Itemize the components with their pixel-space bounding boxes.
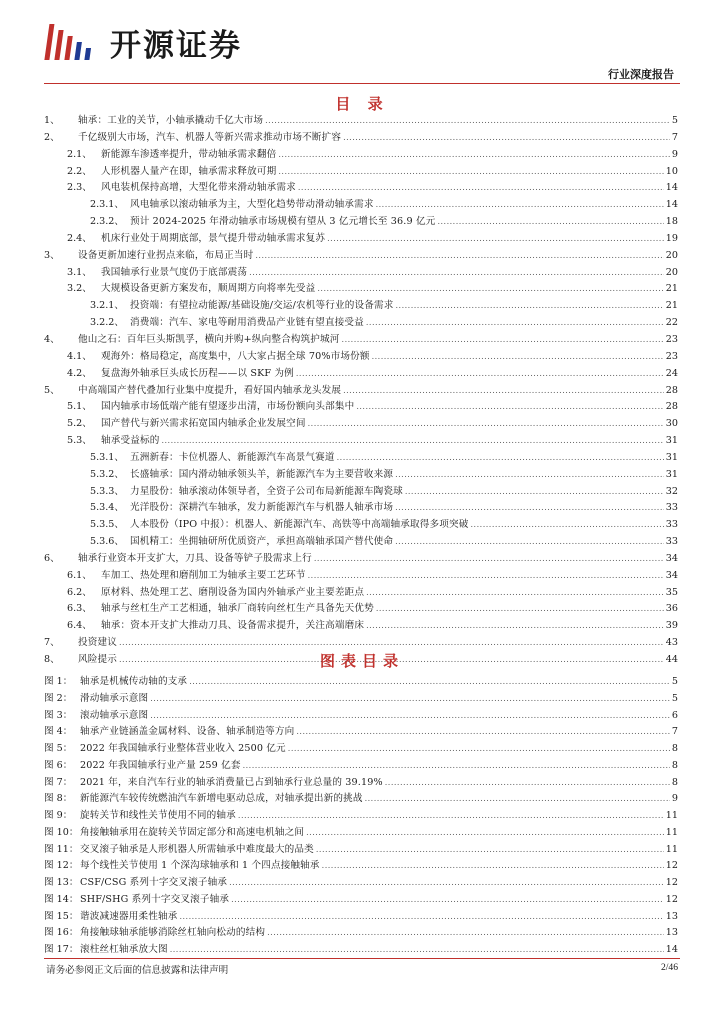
entry-page: 20 [665, 266, 678, 278]
figures-list [44, 674, 678, 959]
entry-number: 图 17： [44, 944, 79, 955]
entry-number: 图 10： [44, 826, 79, 838]
entry-title: 光洋股份：深耕汽车轴承，发力新能源汽车与机器人轴承市场 [130, 502, 394, 514]
figure-entry[interactable] [44, 858, 678, 875]
entry-title: 设备更新加速行业拐点来临，布局正当时 [78, 249, 254, 261]
figure-entry[interactable] [44, 925, 678, 942]
leader-dots [342, 332, 664, 349]
entry-number: 图 12： [44, 860, 79, 872]
entry-page: 11 [665, 843, 678, 855]
entry-number: 4.1、 [67, 350, 92, 362]
leader-dots [306, 825, 664, 842]
entry-page: 31 [665, 468, 678, 480]
report-type: 行业深度报告 [608, 68, 674, 81]
brand-name: 开源证券 [110, 27, 242, 64]
toc-entry[interactable] [44, 601, 678, 618]
entry-title: 2022 年我国轴承行业整体营业收入 2500 亿元 [80, 743, 286, 754]
toc-entry[interactable] [44, 568, 678, 585]
leader-dots [288, 741, 670, 758]
entry-number: 图 8： [44, 793, 73, 805]
entry-page: 36 [665, 603, 678, 615]
leader-dots [317, 281, 663, 298]
entry-number: 6.2、 [67, 586, 92, 598]
entry-page: 31 [665, 451, 678, 463]
toc-entry[interactable] [44, 383, 678, 400]
toc-entry[interactable] [44, 399, 678, 416]
entry-title: 风电轴承以滚动轴承为主，大型化趋势带动滑动轴承需求 [130, 199, 374, 211]
entry-number: 图 9： [44, 810, 73, 821]
leader-dots [265, 113, 670, 130]
figure-entry[interactable] [44, 758, 678, 775]
entry-number: 5、 [44, 384, 60, 396]
entry-number: 8、 [44, 654, 60, 665]
entry-number: 3.1、 [67, 266, 92, 278]
entry-number: 6.3、 [67, 603, 92, 615]
leader-dots [308, 568, 664, 585]
entry-page: 23 [665, 350, 678, 362]
leader-dots [337, 450, 664, 467]
entry-title: 投资端：有望拉动能源/基础设施/交运/农机等行业的设备需求 [130, 300, 394, 312]
brand-logo-icon [44, 20, 106, 64]
entry-number: 3.2、 [67, 283, 92, 295]
entry-title: 轴承行业资本开支扩大，刀具、设备等铲子股需求上行 [78, 552, 312, 564]
entry-page: 7 [671, 131, 678, 143]
entry-page: 12 [665, 877, 678, 888]
figure-entry[interactable] [44, 708, 678, 725]
entry-title: 千亿级别大市场，汽车、机器人等新兴需求推动市场不断扩容 [78, 131, 342, 143]
entry-number: 图 7： [44, 776, 73, 788]
entry-title: 轴承：工业的关节，小轴承撬动千亿大市场 [78, 115, 264, 126]
toc-entry[interactable] [44, 197, 678, 214]
leader-dots [316, 842, 664, 859]
toc-entry[interactable] [44, 551, 678, 568]
entry-page: 23 [665, 333, 678, 345]
entry-number: 2.3.2、 [90, 216, 125, 228]
entry-title: 大规模设备更新方案发布，顺周期方向将率先受益 [101, 283, 316, 295]
leader-dots [238, 808, 664, 825]
entry-number: 1、 [44, 115, 60, 126]
figure-entry[interactable] [44, 791, 678, 808]
leader-dots [395, 534, 664, 551]
entry-page: 11 [665, 810, 678, 821]
toc-entry[interactable] [44, 332, 678, 349]
leader-dots [229, 875, 664, 892]
entry-page: 13 [665, 927, 678, 939]
header-divider [44, 83, 680, 84]
entry-number: 5.3、 [67, 435, 92, 447]
entry-page: 21 [665, 283, 678, 295]
entry-title: 角接触轴承用在旋转关节固定部分和高速电机轴之间 [80, 826, 305, 838]
entry-page: 44 [665, 654, 678, 665]
footer-disclaimer: 请务必参阅正文后面的信息披露和法律声明 [46, 965, 229, 976]
entry-page: 12 [665, 860, 678, 872]
toc-entry[interactable] [44, 484, 678, 501]
entry-title: 机床行业处于周期底部，景气提升带动轴承需求复苏 [101, 232, 326, 244]
toc-entry[interactable] [44, 349, 678, 366]
entry-title: 交叉滚子轴承是人形机器人所需轴承中难度最大的品类 [80, 843, 314, 855]
entry-page: 5 [671, 115, 678, 126]
entry-page: 33 [665, 536, 678, 548]
entry-number: 6.1、 [67, 569, 92, 581]
entry-title: 中高端国产替代叠加行业集中度提升，看好国内轴承龙头发展 [78, 384, 342, 396]
toc-entry[interactable] [44, 433, 678, 450]
entry-number: 6、 [44, 552, 60, 564]
figure-entry[interactable] [44, 942, 678, 959]
entry-number: 3.2.2、 [90, 317, 125, 329]
entry-title: 轴承产业链涵盖金属材料、设备、轴承制造等方向 [80, 726, 295, 738]
entry-title: 滑动轴承示意图 [80, 692, 149, 704]
entry-page: 33 [665, 502, 678, 514]
entry-title: 角接触球轴承能够消除丝杠轴向松动的结构 [80, 927, 266, 939]
toc-entry[interactable] [44, 113, 678, 130]
entry-title: 观海外：格局稳定，高度集中，八大家占据全球 70%市场份额 [101, 350, 370, 362]
leader-dots [278, 147, 670, 164]
entry-number: 图 13： [44, 877, 79, 888]
toc-entry[interactable] [44, 416, 678, 433]
toc-title: 目 录 [335, 95, 389, 113]
brand-logo [44, 20, 274, 64]
entry-number: 2.4、 [67, 232, 92, 244]
entry-number: 4、 [44, 333, 60, 345]
toc-entry[interactable] [44, 147, 678, 164]
leader-dots [249, 265, 664, 282]
entry-page: 19 [665, 232, 678, 244]
leader-dots [161, 433, 663, 450]
figure-entry[interactable] [44, 892, 678, 909]
toc-entry[interactable] [44, 248, 678, 265]
entry-page: 8 [671, 743, 678, 754]
page-header [0, 0, 724, 82]
leader-dots [343, 130, 670, 147]
entry-title: 国产替代与新兴需求拓宽国内轴承企业发展空间 [101, 418, 306, 430]
entry-number: 图 3： [44, 709, 73, 721]
entry-page: 18 [665, 216, 678, 228]
entry-page: 12 [665, 893, 678, 905]
entry-page: 43 [665, 637, 678, 649]
entry-number: 5.3.3、 [90, 485, 125, 497]
figure-entry[interactable] [44, 775, 678, 792]
entry-title: 人形机器人量产在即，轴承需求释放可期 [101, 165, 277, 177]
leader-dots [395, 467, 664, 484]
entry-title: 新能源车渗透率提升，带动轴承需求翻倍 [101, 148, 277, 160]
entry-number: 图 16： [44, 927, 79, 939]
figure-entry[interactable] [44, 674, 678, 691]
entry-title: 旋转关节和线性关节使用不同的轴承 [80, 810, 236, 821]
leader-dots [366, 618, 664, 635]
entry-number: 5.3.4、 [90, 502, 125, 514]
entry-number: 图 15： [44, 910, 79, 922]
entry-number: 5.3.6、 [90, 536, 125, 548]
leader-dots [296, 724, 670, 741]
entry-title: 复盘海外轴承巨头成长历程——以 SKF 为例 [101, 367, 294, 379]
leader-dots [372, 349, 664, 366]
entry-title: 力星股份：轴承滚动体领导者，全资子公司布局新能源车陶瓷球 [130, 485, 403, 497]
entry-number: 图 5： [44, 743, 73, 754]
leader-dots [150, 708, 670, 725]
leader-dots [343, 383, 664, 400]
leader-dots [296, 366, 664, 383]
entry-title: 滚柱丝杠轴承放大图 [80, 944, 168, 955]
entry-number: 图 4： [44, 726, 73, 738]
toc-entry[interactable] [44, 467, 678, 484]
toc-entry[interactable] [44, 366, 678, 383]
entry-number: 2.3.1、 [90, 199, 125, 211]
entry-number: 图 2： [44, 692, 73, 704]
figures-title: 图表目录 [319, 652, 404, 670]
figure-entry[interactable] [44, 724, 678, 741]
entry-title: 滚动轴承示意图 [80, 709, 149, 721]
entry-title: 轴承是机械传动轴的支承 [80, 676, 188, 687]
entry-title: 国内轴承市场低端产能有望逐步出清，市场份额向头部集中 [101, 401, 355, 413]
entry-page: 28 [665, 384, 678, 396]
entry-page: 5 [671, 676, 678, 687]
figure-entry[interactable] [44, 825, 678, 842]
toc-entry[interactable] [44, 231, 678, 248]
toc-entry[interactable] [44, 618, 678, 635]
leader-dots [231, 892, 664, 909]
toc-entry[interactable] [44, 500, 678, 517]
leader-dots [267, 925, 664, 942]
entry-page: 13 [665, 910, 678, 922]
entry-number: 6.4、 [67, 620, 92, 632]
entry-title: 消费端：汽车、家电等耐用消费品产业链有望直接受益 [130, 317, 364, 329]
entry-title: 轴承：资本开支扩大推动刀具、设备需求提升，关注高端磨床 [101, 620, 365, 632]
figure-entry[interactable] [44, 691, 678, 708]
entry-page: 32 [665, 485, 678, 497]
figure-entry[interactable] [44, 741, 678, 758]
entry-title: 长盛轴承：国内滑动轴承领头羊，新能源汽车为主要营收来源 [130, 468, 394, 480]
entry-title: 新能源汽车较传统燃油汽车新增电驱动总成，对轴承提出新的挑战 [80, 793, 363, 805]
leader-dots [437, 214, 663, 231]
entry-title: 人本股份（IPO 中报）：机器人、新能源汽车、高铁等中高端轴承取得多项突破 [130, 519, 469, 531]
entry-number: 7、 [44, 637, 60, 649]
entry-page: 8 [671, 776, 678, 788]
toc-entry[interactable] [44, 164, 678, 181]
entry-page: 8 [671, 759, 678, 771]
leader-dots [385, 775, 670, 792]
entry-page: 34 [665, 552, 678, 564]
entry-title: 风电装机保持高增，大型化带来滑动轴承需求 [101, 182, 296, 194]
entry-number: 2.3、 [67, 182, 92, 194]
entry-page: 22 [665, 317, 678, 329]
leader-dots [314, 551, 664, 568]
leader-dots [366, 585, 664, 602]
leader-dots [189, 674, 670, 691]
entry-number: 3.2.1、 [90, 300, 125, 312]
leader-dots [255, 248, 663, 265]
leader-dots [365, 791, 670, 808]
entry-number: 图 11： [44, 843, 79, 855]
entry-title: 轴承受益标的 [101, 435, 160, 447]
toc-list [44, 113, 678, 669]
entry-number: 3、 [44, 249, 60, 261]
page-number: 2/46 [660, 962, 678, 973]
entry-page: 9 [671, 148, 678, 160]
leader-dots [376, 601, 664, 618]
leader-dots [471, 517, 664, 534]
leader-dots [395, 298, 663, 315]
toc-entry[interactable] [44, 298, 678, 315]
entry-title: 预计 2024-2025 年滑动轴承市场规模有望从 3 亿元增长至 36.9 亿元 [130, 216, 436, 228]
entry-number: 5.3.2、 [90, 468, 125, 480]
entry-number: 5.2、 [67, 418, 92, 430]
entry-title: 风险提示 [78, 654, 117, 665]
entry-number: 2、 [44, 131, 60, 143]
entry-page: 11 [665, 826, 678, 838]
toc-entry[interactable] [44, 517, 678, 534]
leader-dots [150, 691, 670, 708]
entry-title: 谐波减速器用柔性轴承 [80, 910, 178, 922]
entry-title: SHF/SHG 系列十字交叉滚子轴承 [80, 893, 230, 905]
figure-entry[interactable] [44, 875, 678, 892]
entry-number: 2.1、 [67, 148, 92, 160]
figure-entry[interactable] [44, 808, 678, 825]
entry-page: 14 [665, 182, 678, 194]
entry-page: 14 [665, 944, 678, 955]
leader-dots [298, 180, 664, 197]
entry-page: 14 [665, 199, 678, 211]
figure-entry[interactable] [44, 842, 678, 859]
leader-dots [170, 942, 664, 959]
entry-title: 车加工、热处理和磨削加工为轴承主要工艺环节 [101, 569, 306, 581]
entry-number: 图 1： [44, 676, 73, 687]
entry-page: 6 [671, 709, 678, 721]
entry-title: 我国轴承行业景气度仍于底部震荡 [101, 266, 248, 278]
entry-title: 2022 年我国轴承行业产量 259 亿套 [80, 759, 241, 771]
leader-dots [308, 416, 664, 433]
entry-page: 21 [665, 300, 678, 312]
entry-page: 39 [665, 620, 678, 632]
toc-entry[interactable] [44, 585, 678, 602]
leader-dots [243, 758, 670, 775]
entry-number: 5.3.5、 [90, 519, 125, 531]
toc-entry[interactable] [44, 214, 678, 231]
entry-title: 每个线性关节使用 1 个深沟球轴承和 1 个四点接触轴承 [80, 860, 320, 872]
entry-number: 2.2、 [67, 165, 92, 177]
entry-title: 投资建议 [78, 637, 117, 649]
entry-number: 5.3.1、 [90, 451, 125, 463]
entry-number: 4.2、 [67, 367, 92, 379]
entry-page: 33 [665, 519, 678, 531]
entry-page: 20 [665, 249, 678, 261]
leader-dots [366, 315, 664, 332]
entry-title: 2021 年，来自汽车行业的轴承消费量已占到轴承行业总量的 39.19% [80, 776, 383, 788]
leader-dots [395, 500, 664, 517]
leader-dots [356, 399, 663, 416]
toc-entry[interactable] [44, 265, 678, 282]
figure-entry[interactable] [44, 909, 678, 926]
entry-page: 28 [665, 401, 678, 413]
footer-divider [44, 958, 680, 959]
toc-entry[interactable] [44, 315, 678, 332]
leader-dots [327, 231, 664, 248]
entry-number: 5.1、 [67, 401, 92, 413]
toc-entry[interactable] [44, 281, 678, 298]
entry-page: 9 [671, 793, 678, 805]
entry-number: 图 14： [44, 893, 79, 905]
entry-page: 34 [665, 569, 678, 581]
entry-number: 图 6： [44, 759, 73, 771]
leader-dots [179, 909, 663, 926]
entry-page: 5 [671, 692, 678, 704]
entry-page: 7 [671, 726, 678, 738]
entry-page: 31 [665, 435, 678, 447]
leader-dots [376, 197, 664, 214]
entry-page: 24 [665, 367, 678, 379]
entry-title: CSF/CSG 系列十字交叉滚子轴承 [80, 877, 228, 888]
entry-title: 国机精工：坐拥轴研所优质资产，承担高端轴承国产替代使命 [130, 536, 394, 548]
toc-entry[interactable] [44, 180, 678, 197]
toc-entry[interactable] [44, 534, 678, 551]
entry-title: 原材料、热处理工艺、磨削设备为国内外轴承产业主要差距点 [101, 586, 365, 598]
leader-dots [278, 164, 663, 181]
entry-title: 轴承与丝杠生产工艺相通，轴承厂商转向丝杠生产具备先天优势 [101, 603, 374, 615]
toc-entry[interactable] [44, 450, 678, 467]
entry-title: 他山之石：百年巨头斯凯孚，横向并购+纵向整合构筑护城河 [78, 333, 340, 345]
entry-page: 35 [665, 586, 678, 598]
leader-dots [322, 858, 664, 875]
entry-page: 30 [665, 418, 678, 430]
entry-title: 五洲新春：卡位机器人、新能源汽车高景气赛道 [130, 451, 335, 463]
entry-page: 10 [665, 165, 678, 177]
leader-dots [405, 484, 664, 501]
toc-entry[interactable] [44, 130, 678, 147]
